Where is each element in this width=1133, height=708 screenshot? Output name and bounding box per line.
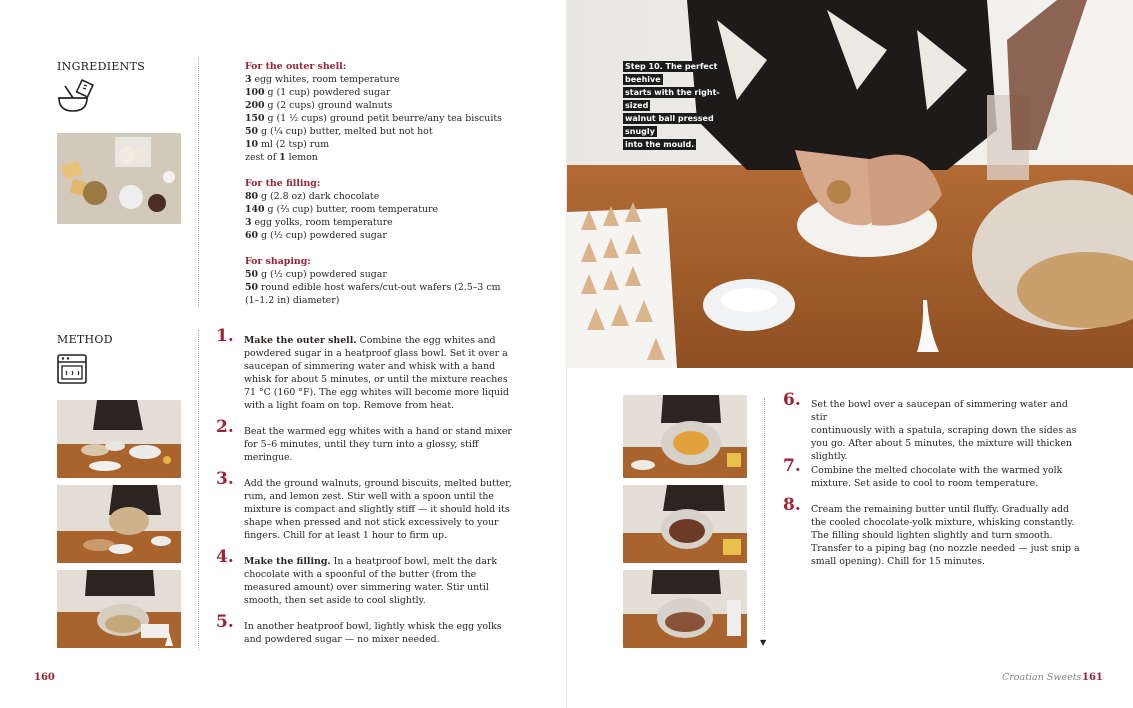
page-number-left: 160 — [34, 672, 55, 683]
step-number: 6. — [783, 390, 801, 410]
step-number: 3. — [216, 469, 234, 489]
method-photo-5 — [623, 485, 747, 563]
page-number-right: 161 — [1082, 672, 1103, 683]
ingredients-photo — [57, 133, 181, 224]
oven-icon — [57, 354, 87, 388]
ingredient-row: 100 g (1 cup) powdered sugar — [245, 87, 391, 98]
step-number: 5. — [216, 612, 234, 632]
ingredient-row: 200 g (2 cups) ground walnuts — [245, 100, 393, 111]
group-title: For shaping: — [245, 256, 311, 267]
method-photo-2 — [57, 485, 181, 563]
ingredient-row: 3 egg whites, room temperature — [245, 74, 400, 85]
ingredient-row: 140 g (⅔ cup) butter, room temperature — [245, 204, 439, 215]
group-title: For the filling: — [245, 178, 321, 189]
step-text: Make the filling. In a heatproof bowl, melt the dark chocolate with a spoonful of the butter (from the measured amount) over simmering water. Stir until smooth, then set aside to cool slightly. — [244, 556, 498, 606]
ingredient-row: 50 g (½ cup) powdered sugar — [245, 269, 387, 280]
step-text: Make the outer shell. Combine the egg whites and powdered sugar in a heatproof glass bowl. Set it over a saucepan of simmering water and whisk with a hand whisk for about 5 minutes, or until the mixture reaches 71 °C (160 °F). The egg whites will become more liquid with a light foam on top. Remove from heat. — [244, 335, 510, 411]
ingredient-row: 150 g (1 ½ cups) ground petit beurre/any tea biscuits — [245, 113, 502, 124]
step-number: 7. — [783, 456, 801, 476]
ingredient-row: 10 ml (2 tsp) rum — [245, 139, 330, 150]
step-text: Cream the remaining butter until fluffy. Gradually add the cooled chocolate-yolk mixture, whisking constantly. The filling should lighten slightly and turn smooth. Transfer to a piping bag (no nozzle needed — just snip a small opening). Chill for 15 minutes. — [811, 504, 1080, 567]
method-photo-3 — [57, 570, 181, 648]
method-photo-4 — [623, 395, 747, 478]
ingredient-group-filling — [245, 177, 545, 242]
method-photo-6 — [623, 570, 747, 648]
ingredient-row: 50 g (¼ cup) butter, melted but not hot — [245, 126, 433, 137]
ingredients-divider — [198, 57, 199, 307]
step-number: 8. — [783, 495, 801, 515]
step-text: In another heatproof bowl, lightly whisk the egg yolks and powdered sugar — no mixer needed. — [244, 621, 502, 645]
method-photo-1 — [57, 400, 181, 478]
running-title: Croatian Sweets — [1002, 672, 1082, 683]
ingredients-heading: INGREDIENTS — [57, 60, 146, 73]
method-divider-right — [764, 398, 765, 634]
ingredient-row: 3 egg yolks, room temperature — [245, 217, 393, 228]
ingredient-row: 60 g (½ cup) powdered sugar — [245, 230, 387, 241]
mixing-bowl-measuring-cup-icon — [57, 78, 97, 118]
group-title: For the outer shell: — [245, 61, 347, 72]
ingredients-list — [245, 60, 545, 320]
ingredient-row: (1–1.2 in) diameter) — [245, 295, 340, 306]
step-text: Combine the melted chocolate with the warmed yolk mixture. Set aside to cool to room temperature. — [811, 465, 1063, 489]
step-number: 4. — [216, 547, 234, 567]
hero-photo — [567, 0, 1133, 368]
ingredient-row: 50 round edible host wafers/cut-out wafers (2.5–3 cm — [245, 282, 501, 293]
step-text: Add the ground walnuts, ground biscuits, melted butter, rum, and lemon zest. Stir well with a spoon until the mixture is compact and slightly stiff — it should hold its shape when pressed and not stick excessively to your fingers. Chill for at least 1 hour to firm up. — [244, 478, 512, 541]
hero-caption: Step 10. The perfect beehive starts with the right-sized walnut ball pressed snugly into the mould. — [625, 62, 720, 149]
ingredient-group-outer-shell — [245, 60, 545, 164]
step-number: 1. — [216, 326, 234, 346]
step-text: Set the bowl over a saucepan of simmering water and stir continuously with a spatula, scraping down the sides as you go. After about 5 minutes, the mixture will thicken slightly. — [811, 399, 1077, 462]
ingredient-row: 80 g (2.8 oz) dark chocolate — [245, 191, 380, 202]
ingredient-row: zest of 1 lemon — [245, 152, 318, 163]
method-heading: METHOD — [57, 333, 113, 346]
step-number: 2. — [216, 417, 234, 437]
step-text: Beat the warmed egg whites with a hand or stand mixer for 5–6 minutes, until they turn into a glossy, stiff meringue. — [244, 426, 512, 463]
continue-arrow-icon: ▼ — [760, 638, 767, 647]
method-divider — [198, 330, 199, 650]
ingredient-group-shaping — [245, 255, 545, 307]
